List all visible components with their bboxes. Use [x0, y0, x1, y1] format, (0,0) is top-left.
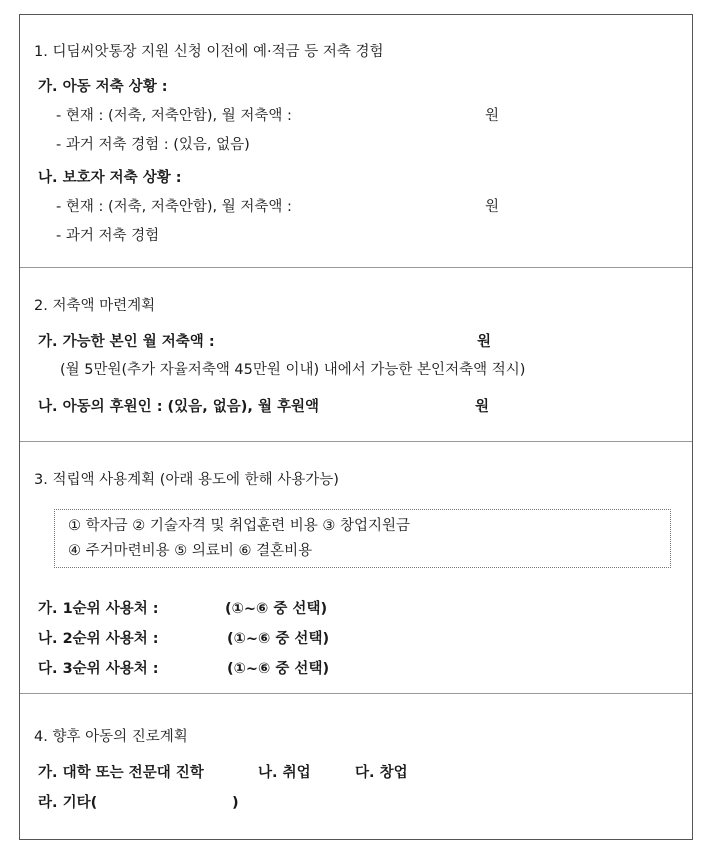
monthly-savings-label: 가. 가능한 본인 월 저축액 : — [38, 334, 215, 350]
guardian-current-savings: - 현재 : (저축, 저축안함), 월 저축액 : — [56, 199, 292, 215]
rank-2-label: 나. 2순위 사용처 : — [38, 631, 159, 647]
child-current-unit: 원 — [485, 108, 500, 124]
guardian-past-savings: - 과거 저축 경험 — [56, 228, 160, 244]
rank-1-hint: (①~⑥ 중 선택) — [225, 601, 328, 617]
career-option-other-close: ) — [232, 795, 239, 811]
career-option-startup: 다. 창업 — [355, 765, 408, 781]
monthly-savings-note: (월 5만원(추가 자율저축액 45만원 이내) 내에서 가능한 본인저축액 적시) — [60, 362, 526, 378]
child-savings-label: 가. 아동 저축 상황 : — [38, 79, 168, 95]
career-option-employment: 나. 취업 — [258, 765, 311, 781]
rank-3-hint: (①~⑥ 중 선택) — [227, 661, 330, 677]
career-option-university: 가. 대학 또는 전문대 진학 — [38, 765, 204, 781]
section-1-title: 1. 디딤씨앗통장 지원 신청 이전에 예·적금 등 저축 경험 — [34, 44, 384, 60]
sponsor-label: 나. 아동의 후원인 : (있음, 없음), 월 후원액 — [38, 399, 320, 415]
guardian-savings-label: 나. 보호자 저축 상황 : — [38, 170, 182, 186]
section-savings-experience — [20, 15, 692, 267]
section-4-title: 4. 향후 아동의 진로계획 — [34, 729, 188, 745]
section-savings-plan — [20, 267, 692, 441]
child-past-savings: - 과거 저축 경험 : (있음, 없음) — [56, 137, 250, 153]
usage-options-line-1: ① 학자금 ② 기술자격 및 취업훈련 비용 ③ 창업지원금 — [68, 518, 411, 534]
form-frame — [19, 14, 693, 840]
sponsor-unit: 원 — [475, 399, 490, 415]
rank-3-label: 다. 3순위 사용처 : — [38, 661, 159, 677]
usage-options-box — [54, 509, 671, 568]
usage-options-line-2: ④ 주거마련비용 ⑤ 의료비 ⑥ 결혼비용 — [68, 543, 313, 559]
monthly-savings-unit: 원 — [477, 334, 492, 350]
career-option-other: 라. 기타( — [38, 795, 98, 811]
guardian-current-unit: 원 — [485, 199, 500, 215]
section-2-title: 2. 저축액 마련계획 — [34, 298, 156, 314]
section-usage-plan — [20, 441, 692, 693]
child-current-savings: - 현재 : (저축, 저축안함), 월 저축액 : — [56, 108, 292, 124]
rank-2-hint: (①~⑥ 중 선택) — [227, 631, 330, 647]
rank-1-label: 가. 1순위 사용처 : — [38, 601, 159, 617]
section-career-plan — [20, 693, 692, 841]
section-3-title: 3. 적립액 사용계획 (아래 용도에 한해 사용가능) — [34, 472, 339, 488]
